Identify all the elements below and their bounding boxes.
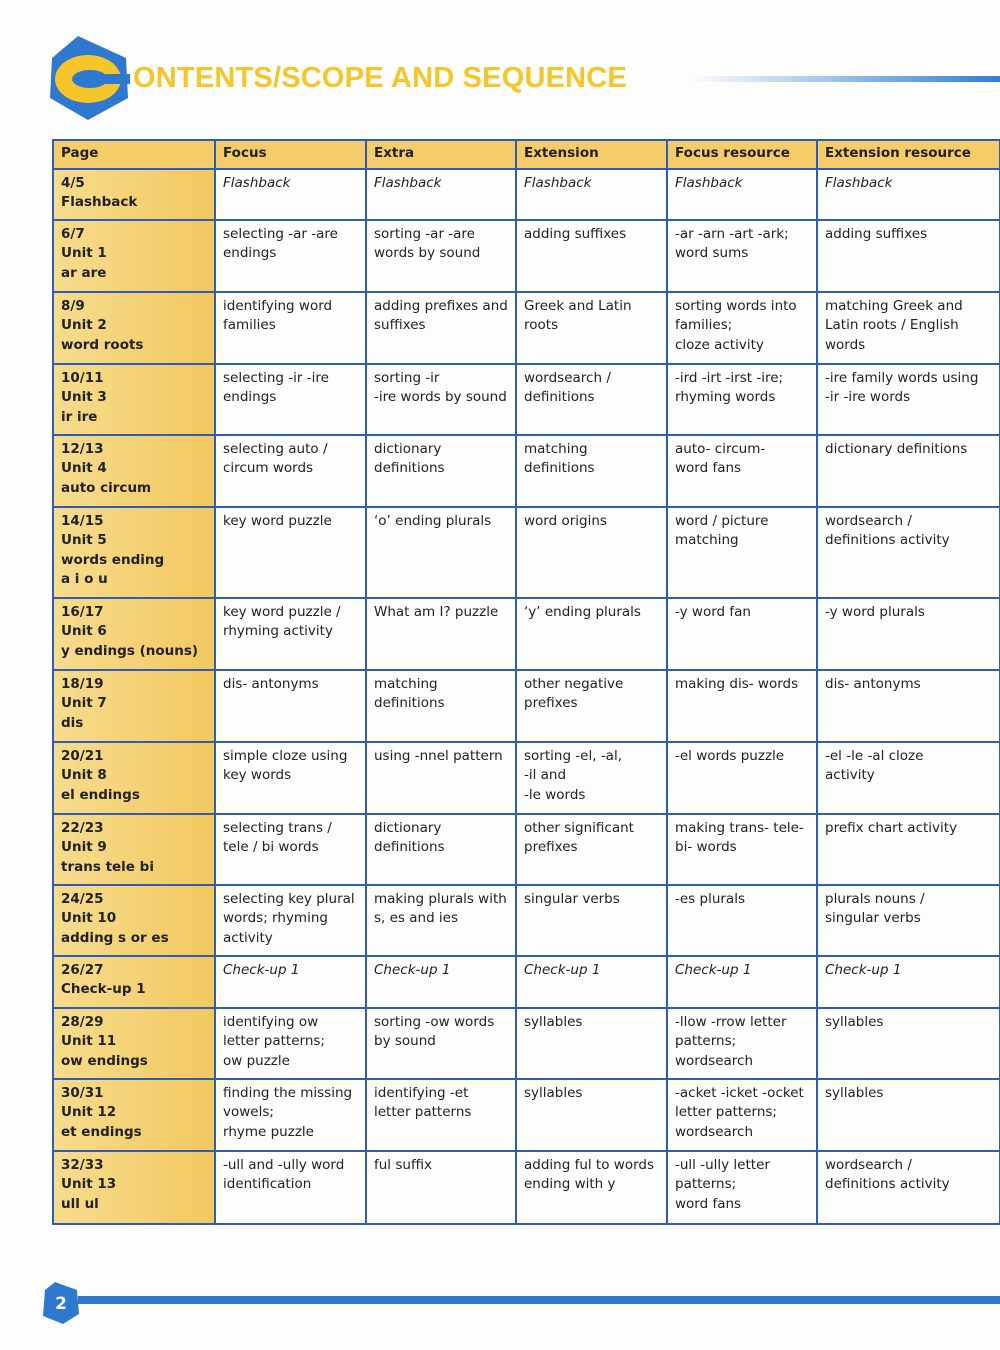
table-cell: word origins (516, 507, 667, 598)
table-cell: making plurals with s, es and ies (366, 885, 516, 956)
page-cell: 30/31 Unit 12 et endings (53, 1079, 215, 1151)
table-cell: Flashback (516, 169, 667, 220)
table-cell: identifying -et letter patterns (366, 1079, 516, 1151)
page-number-badge (41, 1282, 81, 1324)
table-cell: Flashback (366, 169, 516, 220)
table-row (53, 1008, 1000, 1079)
table-row (53, 742, 1000, 814)
page-cell: 20/21 Unit 8 el endings (53, 742, 215, 814)
table-cell: syllables (817, 1079, 1000, 1151)
table-cell: syllables (817, 1008, 1000, 1079)
table-cell: key word puzzle / rhyming activity (215, 598, 366, 670)
table-cell: adding prefixes and suffixes (366, 292, 516, 364)
table-cell: Check-up 1 (667, 956, 817, 1008)
table-cell: dictionary definitions (366, 435, 516, 507)
page-cell: 26/27 Check-up 1 (53, 956, 215, 1008)
table-cell: dis- antonyms (215, 670, 366, 742)
table-cell: sorting -ir -ire words by sound (366, 364, 516, 435)
table-cell: selecting auto / circum words (215, 435, 366, 507)
table-cell: Flashback (817, 169, 1000, 220)
table-cell: Check-up 1 (516, 956, 667, 1008)
table-cell: using -nnel pattern (366, 742, 516, 814)
table-cell: -ull and -ully word identification (215, 1151, 366, 1224)
table-cell: identifying ow letter patterns; ow puzzle (215, 1008, 366, 1079)
table-cell: prefix chart activity (817, 814, 1000, 885)
table-cell: matching Greek and Latin roots / English words (817, 292, 1000, 364)
table-cell: ‘y’ ending plurals (516, 598, 667, 670)
table-cell: selecting -ar -are endings (215, 220, 366, 292)
table-cell: Check-up 1 (817, 956, 1000, 1008)
table-cell: syllables (516, 1008, 667, 1079)
table-cell: Check-up 1 (215, 956, 366, 1008)
page-cell: 12/13 Unit 4 auto circum (53, 435, 215, 507)
page-title: ONTENTS/SCOPE AND SEQUENCE (133, 62, 627, 94)
column-header: Extra (366, 140, 516, 169)
table-cell: selecting trans / tele / bi words (215, 814, 366, 885)
contents-logo-icon (48, 36, 130, 120)
table-row (53, 814, 1000, 885)
page-cell: 16/17 Unit 6 y endings (nouns) (53, 598, 215, 670)
table-cell: identifying word families (215, 292, 366, 364)
page-cell: 14/15 Unit 5 words ending a i o u (53, 507, 215, 598)
table-cell: -ird -irt -irst -ire; rhyming words (667, 364, 817, 435)
table-cell: word / picture matching (667, 507, 817, 598)
table-cell: sorting -ow words by sound (366, 1008, 516, 1079)
table-cell: -acket -icket -ocket letter patterns; wordsearch (667, 1079, 817, 1151)
table-cell: adding ful to words ending with y (516, 1151, 667, 1224)
table-row (53, 364, 1000, 435)
table-row (53, 292, 1000, 364)
column-header: Extension (516, 140, 667, 169)
table-cell: Flashback (215, 169, 366, 220)
table-cell: selecting -ir -ire endings (215, 364, 366, 435)
table-cell: sorting -ar -are words by sound (366, 220, 516, 292)
table-header-row (53, 140, 1000, 169)
table-cell: wordsearch / definitions (516, 364, 667, 435)
table-cell: -es plurals (667, 885, 817, 956)
table-cell: wordsearch / definitions activity (817, 507, 1000, 598)
title-decorative-bar (690, 76, 1000, 82)
page-cell: 8/9 Unit 2 word roots (53, 292, 215, 364)
table-row (53, 220, 1000, 292)
table-row (53, 1079, 1000, 1151)
column-header: Extension resource (817, 140, 1000, 169)
table-cell: dictionary definitions (817, 435, 1000, 507)
table-cell: making dis- words (667, 670, 817, 742)
table-cell: -ire family words using -ir -ire words (817, 364, 1000, 435)
table-cell: ful suffix (366, 1151, 516, 1224)
page-number: 2 (55, 1294, 67, 1314)
table-cell: -ar -arn -art -ark; word sums (667, 220, 817, 292)
table-cell: other negative prefixes (516, 670, 667, 742)
page-cell: 28/29 Unit 11 ow endings (53, 1008, 215, 1079)
table-cell: sorting -el, -al, -il and -le words (516, 742, 667, 814)
table-cell: What am I? puzzle (366, 598, 516, 670)
table-cell: dictionary definitions (366, 814, 516, 885)
table-cell: key word puzzle (215, 507, 366, 598)
table-cell: matching definitions (366, 670, 516, 742)
table-cell: -el -le -al cloze activity (817, 742, 1000, 814)
table-cell: -ull -ully letter patterns; word fans (667, 1151, 817, 1224)
table-cell: ‘o’ ending plurals (366, 507, 516, 598)
table-row (53, 670, 1000, 742)
table-row (53, 169, 1000, 220)
table-cell: -y word fan (667, 598, 817, 670)
table-row (53, 598, 1000, 670)
table-cell: wordsearch / definitions activity (817, 1151, 1000, 1224)
table-cell: selecting key plural words; rhyming activity (215, 885, 366, 956)
table-row (53, 507, 1000, 598)
table-cell: singular verbs (516, 885, 667, 956)
column-header: Focus (215, 140, 366, 169)
table-cell: -y word plurals (817, 598, 1000, 670)
table-cell: simple cloze using key words (215, 742, 366, 814)
table-cell: plurals nouns / singular verbs (817, 885, 1000, 956)
table-cell: other significant prefixes (516, 814, 667, 885)
table-row (53, 885, 1000, 956)
table-row (53, 435, 1000, 507)
column-header: Page (53, 140, 215, 169)
table-cell: matching definitions (516, 435, 667, 507)
table-cell: Greek and Latin roots (516, 292, 667, 364)
column-header: Focus resource (667, 140, 817, 169)
table-row (53, 1151, 1000, 1224)
page-cell: 6/7 Unit 1 ar are (53, 220, 215, 292)
page-cell: 18/19 Unit 7 dis (53, 670, 215, 742)
scope-and-sequence-table (52, 139, 1000, 1225)
page-cell: 24/25 Unit 10 adding s or es (53, 885, 215, 956)
table-cell: adding suffixes (817, 220, 1000, 292)
table-cell: sorting words into families; cloze activity (667, 292, 817, 364)
page-cell: 10/11 Unit 3 ir ire (53, 364, 215, 435)
table-cell: -el words puzzle (667, 742, 817, 814)
table-cell: auto- circum- word fans (667, 435, 817, 507)
table-cell: finding the missing vowels; rhyme puzzle (215, 1079, 366, 1151)
table-cell: Check-up 1 (366, 956, 516, 1008)
table-row (53, 956, 1000, 1008)
table-cell: syllables (516, 1079, 667, 1151)
table-cell: adding suffixes (516, 220, 667, 292)
table-cell: making trans- tele- bi- words (667, 814, 817, 885)
page-cell: 32/33 Unit 13 ull ul (53, 1151, 215, 1224)
footer-bar (78, 1296, 1000, 1304)
page-cell: 22/23 Unit 9 trans tele bi (53, 814, 215, 885)
table-cell: -llow -rrow letter patterns; wordsearch (667, 1008, 817, 1079)
page-cell: 4/5 Flashback (53, 169, 215, 220)
table-cell: Flashback (667, 169, 817, 220)
table-cell: dis- antonyms (817, 670, 1000, 742)
